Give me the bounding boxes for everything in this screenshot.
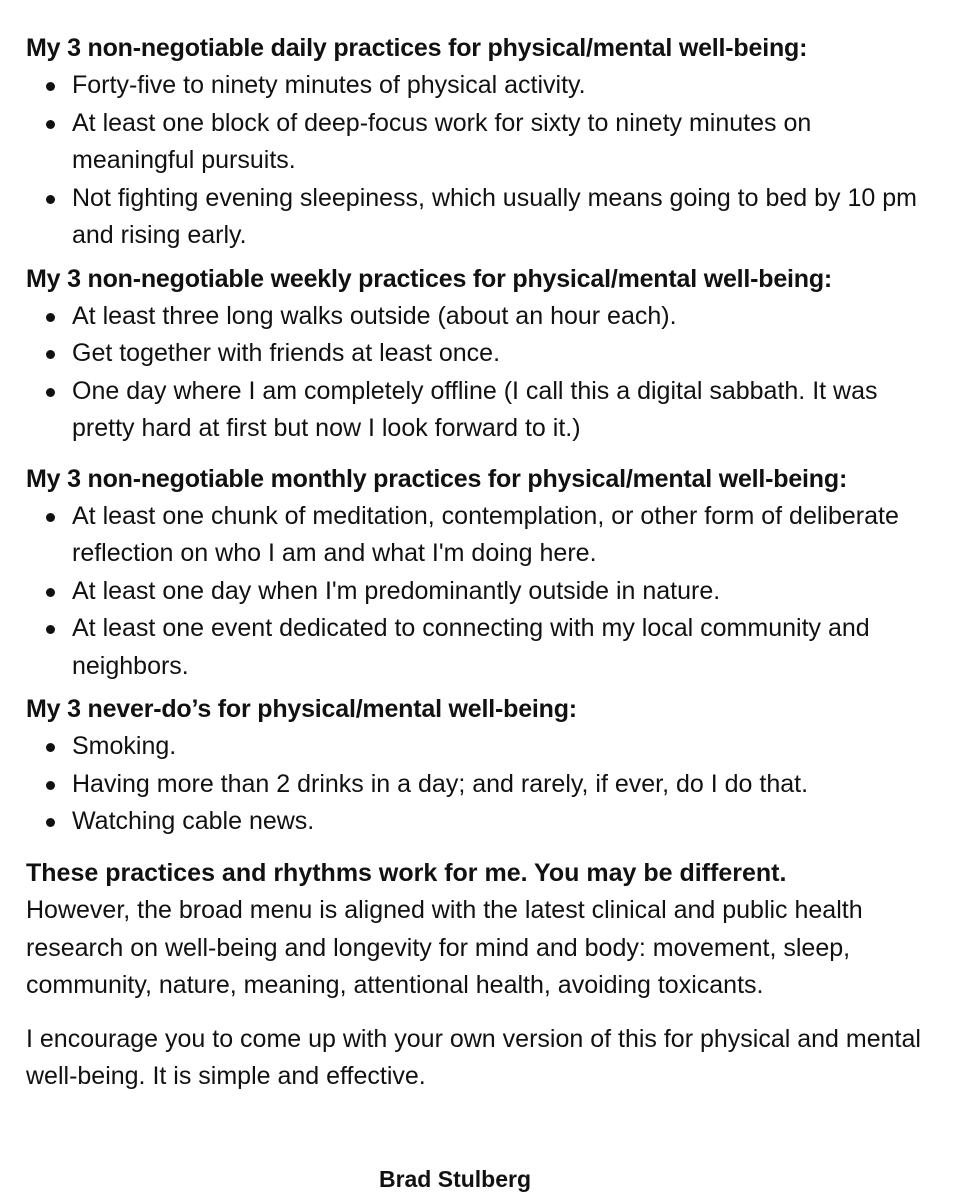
list-item: [26, 67, 938, 105]
document-body: [26, 30, 938, 1096]
bullet-icon: [46, 743, 55, 752]
bullet-icon: [46, 195, 55, 204]
monthly-practices-heading: My 3 non-negotiable monthly practices for physical/mental well-being:: [26, 464, 848, 493]
list-item-text: Get together with friends at least once.: [72, 339, 501, 367]
list-item: [26, 573, 938, 611]
list-item-text: One day where I am completely offline (I call this a digital sabbath. It was pretty hard at first but now I look forward to it.): [72, 376, 878, 442]
closing-paragraph: I encourage you to come up with your own version of this for physical and mental well-being. It is simple and effective.: [26, 1024, 921, 1090]
list-item: [26, 105, 938, 180]
list-item: [26, 498, 938, 573]
bullet-icon: [46, 350, 55, 359]
list-item: [26, 728, 938, 766]
list-item-text: Forty-five to ninety minutes of physical activity.: [72, 71, 586, 99]
list-item: [26, 373, 938, 448]
summary-paragraph: [26, 855, 938, 1005]
bullet-icon: [46, 82, 55, 91]
list-item-text: Watching cable news.: [72, 807, 315, 835]
list-item-text: At least one chunk of meditation, contemplation, or other form of deliberate reflection on who I am and what I'm doing here.: [72, 501, 899, 567]
bullet-icon: [46, 120, 55, 129]
never-dos-list: [26, 728, 938, 841]
list-item: [26, 766, 938, 804]
summary-body: However, the broad menu is aligned with the latest clinical and public health research on well-being and longevity for mind and body: movement, sleep, community, nature, meaning, attentional health, avoiding toxicants.: [26, 896, 863, 999]
list-item: [26, 335, 938, 373]
weekly-practices-heading: My 3 non-negotiable weekly practices for physical/mental well-being:: [26, 264, 833, 293]
daily-practices-section: [26, 30, 938, 255]
list-item-text: Having more than 2 drinks in a day; and rarely, if ever, do I do that.: [72, 769, 809, 798]
bullet-icon: [46, 818, 55, 827]
list-item-text: At least three long walks outside (about an hour each).: [72, 301, 677, 330]
monthly-practices-list: [26, 498, 938, 686]
bullet-icon: [46, 588, 55, 597]
list-item-text: At least one event dedicated to connecting with my local community and neighbors.: [72, 614, 870, 680]
summary-lead: These practices and rhythms work for me. You may be different.: [26, 858, 787, 887]
list-item: [26, 610, 938, 685]
list-item-text: At least one block of deep-focus work for sixty to ninety minutes on meaningful pursuits.: [72, 108, 812, 174]
never-dos-heading: My 3 never-do’s for physical/mental well-being:: [26, 695, 577, 723]
bullet-icon: [46, 513, 55, 522]
list-item: [26, 803, 938, 841]
bullet-icon: [46, 313, 55, 322]
bullet-icon: [46, 625, 55, 634]
list-item-text: At least one day when I'm predominantly outside in nature.: [72, 576, 721, 605]
monthly-practices-section: [26, 461, 938, 686]
weekly-practices-section: [26, 261, 938, 448]
list-item-text: Smoking.: [72, 732, 177, 760]
never-dos-section: [26, 691, 938, 841]
author-name: Brad Stulberg: [378, 1166, 532, 1192]
list-item: [26, 298, 938, 336]
list-item-text: Not fighting evening sleepiness, which usually means going to bed by 10 pm and rising early.: [72, 183, 917, 249]
daily-practices-list: [26, 67, 938, 255]
bullet-icon: [46, 781, 55, 790]
daily-practices-heading: My 3 non-negotiable daily practices for physical/mental well-being:: [26, 34, 808, 62]
list-item: [26, 180, 938, 255]
bullet-icon: [46, 388, 55, 397]
weekly-practices-list: [26, 298, 938, 448]
